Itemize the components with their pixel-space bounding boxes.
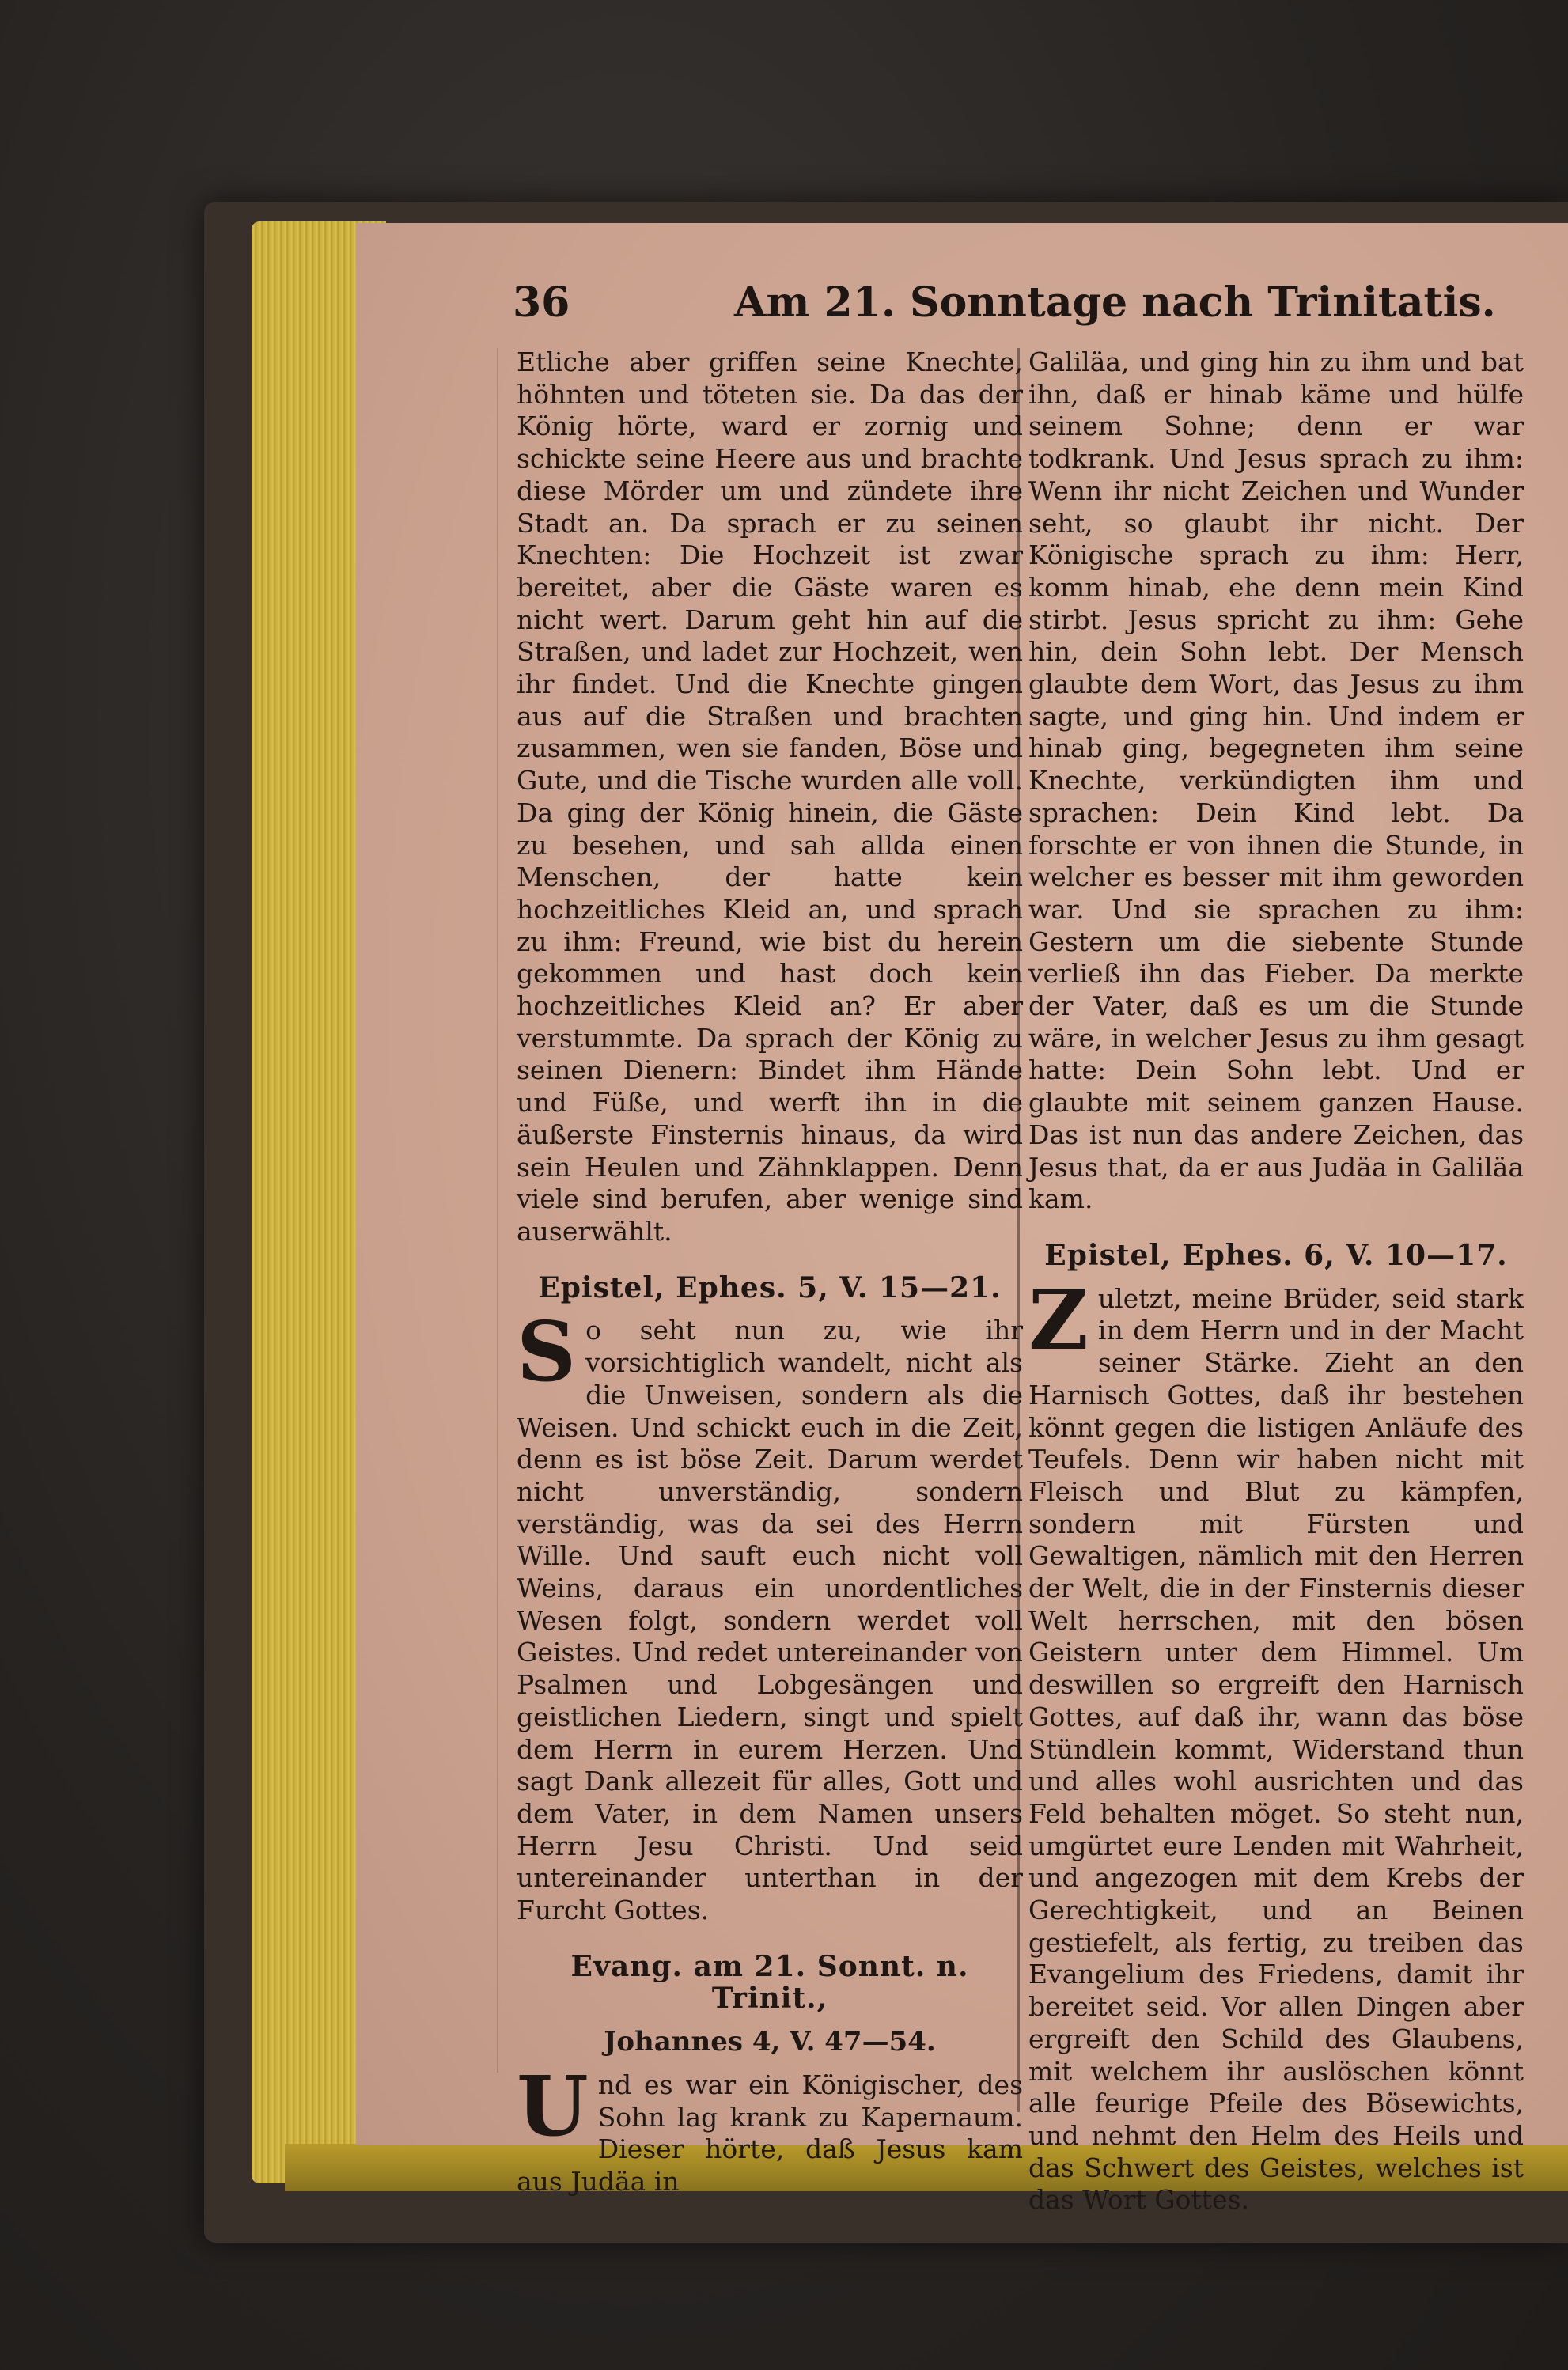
drop-cap: Z: [1028, 1270, 1089, 1369]
left-column: [517, 346, 1023, 2198]
left-margin-rule: [497, 348, 498, 2073]
running-head: [513, 278, 1533, 350]
epistle-text: o seht nun zu, wie ihr vorsichtiglich wandelt, nicht als die Unweisen, sondern als die Weisen. Und schickt euch in die Zeit, denn es ist böse Zeit. Darum werdet nicht unverständig, sondern verständig, was da sei des Herrn Wille. Und sauft euch nicht voll Weins, daraus ein unordentliches Wesen folgt, sondern werdet voll Geistes. Und redet untereinander von Psalmen und Lobgesängen und geistlichen Liedern, singt und spielt dem Herrn in eurem Herzen. Und sagt Dank allezeit für alles, Gott und dem Vater, in dem Namen unsers Herrn Jesu Christi. Und seid untereinander unterthan in der Furcht Gottes.: [517, 1315, 1023, 1926]
gospel-continuation-text: Galiläa, und ging hin zu ihm und bat ihn, daß er hinab käme und hülfe seinem Sohne; denn er war todkrank. Und Jesus sprach zu ihm: Wenn ihr nicht Zeichen und Wunder seht, so glaubt ihr nicht. Der Königische sprach zu ihm: Herr, komm hinab, ehe denn mein Kind stirbt. Jesus spricht zu ihm: Gehe hin, dein Sohn lebt. Der Mensch glaubte dem Wort, das Jesus zu ihm sagte, und ging hin. Und indem er hinab ging, begegneten ihm seine Knechte, verkündigten ihm und sprachen: Dein Kind lebt. Da forschte er von ihnen die Stunde, in welcher es besser mit ihm geworden war. Und sie sprachen zu ihm: Gestern um die siebente Stunde verließ ihn das Fieber. Da merkte der Vater, daß es um die Stunde wäre, in welcher Jesus zu ihm gesagt hatte: Dein Sohn lebt. Und er glaubte mit seinem ganzen Hause. Das ist nun das andere Zeichen, das Jesus that, da er aus Judäa in Galiläa kam.: [1028, 346, 1524, 1215]
epistle-heading: Epistel, Ephes. 6, V. 10—17.: [1044, 1238, 1508, 1272]
gospel-reference: Johannes 4, V. 47—54.: [604, 2026, 936, 2058]
gospel-heading: Evang. am 21. Sonnt. n. Trinit.,: [570, 1949, 969, 2016]
running-title: Am 21. Sonntage nach Trinitatis.: [734, 278, 1496, 327]
right-column: [1028, 346, 1524, 2217]
epistle-paragraph: [517, 1303, 1023, 1926]
epistle-paragraph: [1028, 1270, 1524, 2217]
drop-cap: U: [517, 2057, 589, 2155]
page-number: 36: [513, 278, 570, 327]
gospel-text: nd es war ein Königischer, des Sohn lag krank zu Kapernaum. Dieser hörte, daß Jesus kam aus Judäa in: [517, 2069, 1023, 2197]
gospel-paragraph: [517, 2057, 1023, 2198]
gospel-continuation-text: Etliche aber griffen seine Knechte, höhnten und töteten sie. Da das der König hörte, ward er zornig und schickte seine Heere aus und brachte diese Mörder um und zündete ihre Stadt an. Da sprach er zu seinen Knechten: Die Hochzeit ist zwar bereitet, aber die Gäste waren es nicht wert. Darum geht hin auf die Straßen, und ladet zur Hochzeit, wen ihr findet. Und die Knechte gingen aus auf die Straßen und brachten zusammen, wen sie fanden, Böse und Gute, und die Tische wurden alle voll. Da ging der König hinein, die Gäste zu besehen, und sah allda einen Menschen, der hatte kein hochzeitliches Kleid an, und sprach zu ihm: Freund, wie bist du herein gekommen und hast doch kein hochzeitliches Kleid an? Er aber verstummte. Da sprach der König zu seinen Dienern: Bindet ihm Hände und Füße, und werft ihn in die äußerste Finsternis hinaus, da wird sein Heulen und Zähnklappen. Denn viele sind berufen, aber wenige sind auserwählt.: [517, 346, 1023, 1247]
drop-cap: S: [517, 1303, 577, 1401]
epistle-heading: Epistel, Ephes. 5, V. 15—21.: [538, 1270, 1002, 1304]
epistle-text: uletzt, meine Brüder, seid stark in dem Herrn und in der Macht seiner Stärke. Zieht an den Harnisch Gottes, daß ihr bestehen könnt gegen die listigen Anläufe des Teufels. Denn wir haben nicht mit Fleisch und Blut zu kämpfen, sondern mit Fürsten und Gewaltigen, nämlich mit den Herren der Welt, die in der Finsternis dieser Welt herrschen, mit den bösen Geistern unter dem Himmel. Um deswillen so ergreift den Harnisch Gottes, auf daß ihr, wann das böse Stündlein kommt, Widerstand thun und alles wohl ausrichten und das Feld behalten möget. So steht nun, umgürtet eure Lenden mit Wahrheit, und angezogen mit dem Krebs der Gerechtigkeit, und an Beinen gestiefelt, als fertig, zu treiben das Evangelium des Friedens, damit ihr bereitet seid. Vor allen Dingen aber ergreift den Schild des Glaubens, mit welchem ihr auslöschen könnt alle feurige Pfeile des Bösewichts, und nehmt den Helm des Heils und das Schwert des Geistes, welches ist das Wort Gottes.: [1028, 1282, 1524, 2216]
